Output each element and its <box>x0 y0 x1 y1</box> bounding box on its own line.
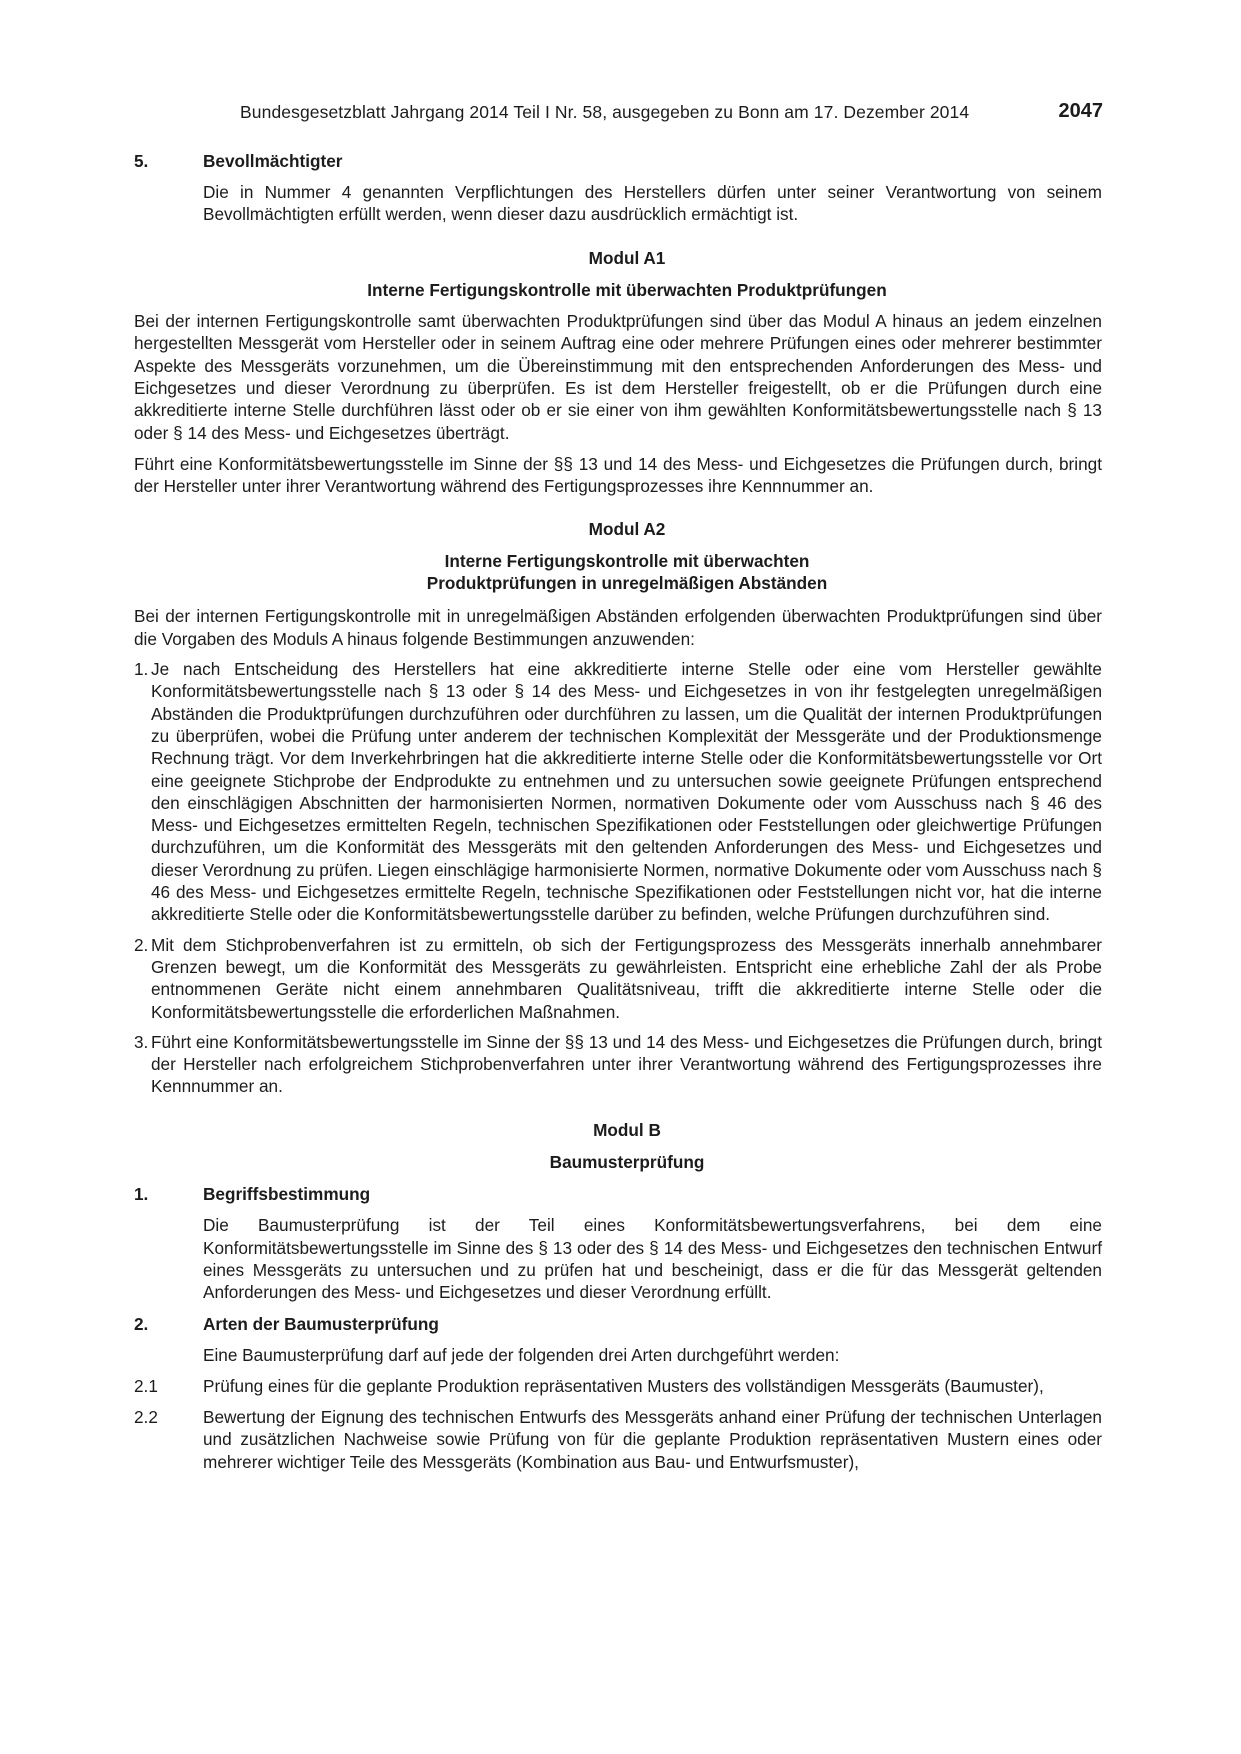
section-title: Begriffsbestimmung <box>203 1184 371 1205</box>
section-paragraph: Die Baumusterprüfung ist der Teil eines Konformitätsbewertungsverfahrens, bei dem eine Konformitätsbewertungsstelle im Sinne des § 13 oder des § 14 des Mess- und Eichgesetzes den technischen Entwurf eines Messgeräts zu untersuchen und zu prüfen hat und bescheinigt, dass er die für das Messgerät geltenden Anforderungen des Mess- und Eichgesetzes und dieser Verordnung erfüllt. <box>203 1215 1102 1303</box>
subsection-text: Prüfung eines für die geplante Produktion repräsentativen Musters des vollständigen Messgeräts (Baumuster), <box>203 1375 1044 1396</box>
module-heading: Modul A2 <box>588 518 666 539</box>
subsection-number: 2.2 <box>134 1407 158 1428</box>
body-paragraph: Bei der internen Fertigungskontrolle samt überwachten Produktprüfungen sind über das Modul A hinaus an jedem einzelnen hergestellten Messgerät vom Hersteller oder in seinem Auftrag eine oder mehrere Prüfungen eines oder mehrerer bestimmter Aspekte des Messgeräts vorzunehmen, um die Übereinstimmung mit den entsprechenden Anforderungen des Mess- und Eichgesetzes und dieser Verordnung zu überprüfen. Es ist dem Hersteller freigestellt, ob er die Prüfungen durch eine akkreditierte interne Stelle durchführen lässt oder ob er sie einer von ihm gewählten Konformitätsbewertungsstelle nach § 13 oder § 14 des Mess- und Eichgesetzes überträgt. <box>134 311 1102 443</box>
section-heading <box>134 1313 1102 1335</box>
list-item <box>134 658 1102 926</box>
module-subheading-line: Produktprüfungen in unregelmäßigen Abständen <box>426 573 828 594</box>
section-number: 2. <box>134 1314 149 1335</box>
numbered-list <box>134 658 1102 1098</box>
subsection-number: 2.1 <box>134 1375 158 1396</box>
list-item <box>134 934 1102 1023</box>
section-number: 5. <box>134 151 149 171</box>
document-body <box>134 150 1102 1473</box>
list-item-number: 3. <box>134 1031 149 1052</box>
subsection-item <box>134 1406 1102 1473</box>
section-title: Bevollmächtigter <box>203 151 343 171</box>
module-subheading: Interne Fertigungskontrolle mit überwachten Produktprüfungen <box>367 279 887 300</box>
list-item-number: 2. <box>134 934 149 955</box>
list-item-number: 1. <box>134 659 149 680</box>
module-subheading: Baumusterprüfung <box>549 1151 705 1172</box>
section-paragraph: Die in Nummer 4 genannten Verpflichtungen des Herstellers dürfen unter seiner Verantwortung von seinem Bevollmächtigten erfüllt werden, wenn dieser dazu ausdrücklich ermächtigt ist. <box>203 182 1102 225</box>
section-number: 1. <box>134 1184 149 1205</box>
module-heading: Modul B <box>593 1119 661 1140</box>
body-paragraph: Bei der internen Fertigungskontrolle mit in unregelmäßigen Abständen erfolgenden überwachten Produktprüfungen sind über die Vorgaben des Moduls A hinaus folgende Bestimmungen anzuwenden: <box>134 606 1102 649</box>
running-title: Bundesgesetzblatt Jahrgang 2014 Teil I Nr. 58, ausgegeben zu Bonn am 17. Dezember 2014 <box>240 102 970 122</box>
body-paragraph: Führt eine Konformitätsbewertungsstelle im Sinne der §§ 13 und 14 des Mess- und Eichgesetzes die Prüfungen durch, bringt der Hersteller unter ihrer Verantwortung während des Fertigungsprozesses ihre Kennnummer an. <box>134 453 1102 497</box>
module-subheading-line: Interne Fertigungskontrolle mit überwachten <box>444 550 810 571</box>
section-heading <box>134 1183 1102 1205</box>
subsection-list <box>134 1375 1102 1473</box>
section-title: Arten der Baumusterprüfung <box>203 1314 439 1335</box>
page-header <box>240 100 1103 126</box>
subsection-item <box>134 1375 1102 1397</box>
subsection-text: Bewertung der Eignung des technischen Entwurfs des Messgeräts anhand einer Prüfung der technischen Unterlagen und zusätzlichen Nachweise sowie Prüfung von für die geplante Produktion repräsentativen Mustern eines oder mehrerer wichtiger Teile des Messgeräts (Kombination aus Bau- und Entwurfsmuster), <box>203 1407 1102 1472</box>
module-heading: Modul A1 <box>588 247 666 268</box>
page-number: 2047 <box>1058 100 1103 122</box>
list-item-text: Je nach Entscheidung des Herstellers hat eine akkreditierte interne Stelle oder eine vom Hersteller gewählte Konformitätsbewertungsstelle nach § 13 oder § 14 des Mess- und Eichgesetzes in von ihr festgelegten unregelmäßigen Abständen die Produktprüfungen durchzuführen oder durchführen zu lassen, um die Qualität der internen Produktprüfungen zu überprüfen, wobei die Prüfung unter anderem der technischen Komplexität der Messgeräte und der Produktionsmenge Rechnung trägt. Vor dem Inverkehrbringen hat die akkreditierte interne Stelle oder die Konformitätsbewertungsstelle vor Ort eine geeignete Stichprobe der Endprodukte zu entnehmen und zu untersuchen sowie geeignete Prüfungen entsprechend den einschlägigen Abschnitten der harmonisierten Normen, normativen Dokumente oder vom Ausschuss nach § 46 des Mess- und Eichgesetzes ermittelten Regeln, technischen Spezifikationen oder Feststellungen oder gleichwertige Prüfungen durchzuführen, um die Konformität des Messgeräts mit den geltenden Anforderungen des Mess- und Eichgesetzes und dieser Verordnung zu prüfen. Liegen einschlägige harmonisierte Normen, normative Dokumente oder vom Ausschuss nach § 46 des Mess- und Eichgesetzes ermittelte Regeln, technische Spezifikationen oder Feststellungen nicht vor, hat die interne akkreditierte Stelle oder die Konformitätsbewertungsstelle darüber zu befinden, welche Prüfungen durchzuführen sind. <box>151 659 1102 925</box>
section-paragraph: Eine Baumusterprüfung darf auf jede der folgenden drei Arten durchgeführt werden: <box>203 1345 840 1366</box>
list-item-text: Mit dem Stichprobenverfahren ist zu ermitteln, ob sich der Fertigungsprozess des Messgeräts innerhalb annehmbarer Grenzen bewegt, um die Konformität des Messgeräts zu gewährleisten. Entspricht eine erhebliche Zahl der als Probe entnommenen Geräte nicht einem annehmbaren Qualitätsniveau, trifft die akkreditierte interne Stelle oder die Konformitätsbewertungsstelle die erforderlichen Maßnahmen. <box>151 934 1102 1022</box>
list-item-text: Führt eine Konformitätsbewertungsstelle im Sinne der §§ 13 und 14 des Mess- und Eichgesetzes die Prüfungen durch, bringt der Hersteller nach erfolgreichem Stichprobenverfahren unter ihrer Verantwortung während des Fertigungsprozesses ihre Kennnummer an. <box>151 1031 1102 1097</box>
list-item <box>134 1031 1102 1098</box>
section-heading <box>134 150 1102 172</box>
